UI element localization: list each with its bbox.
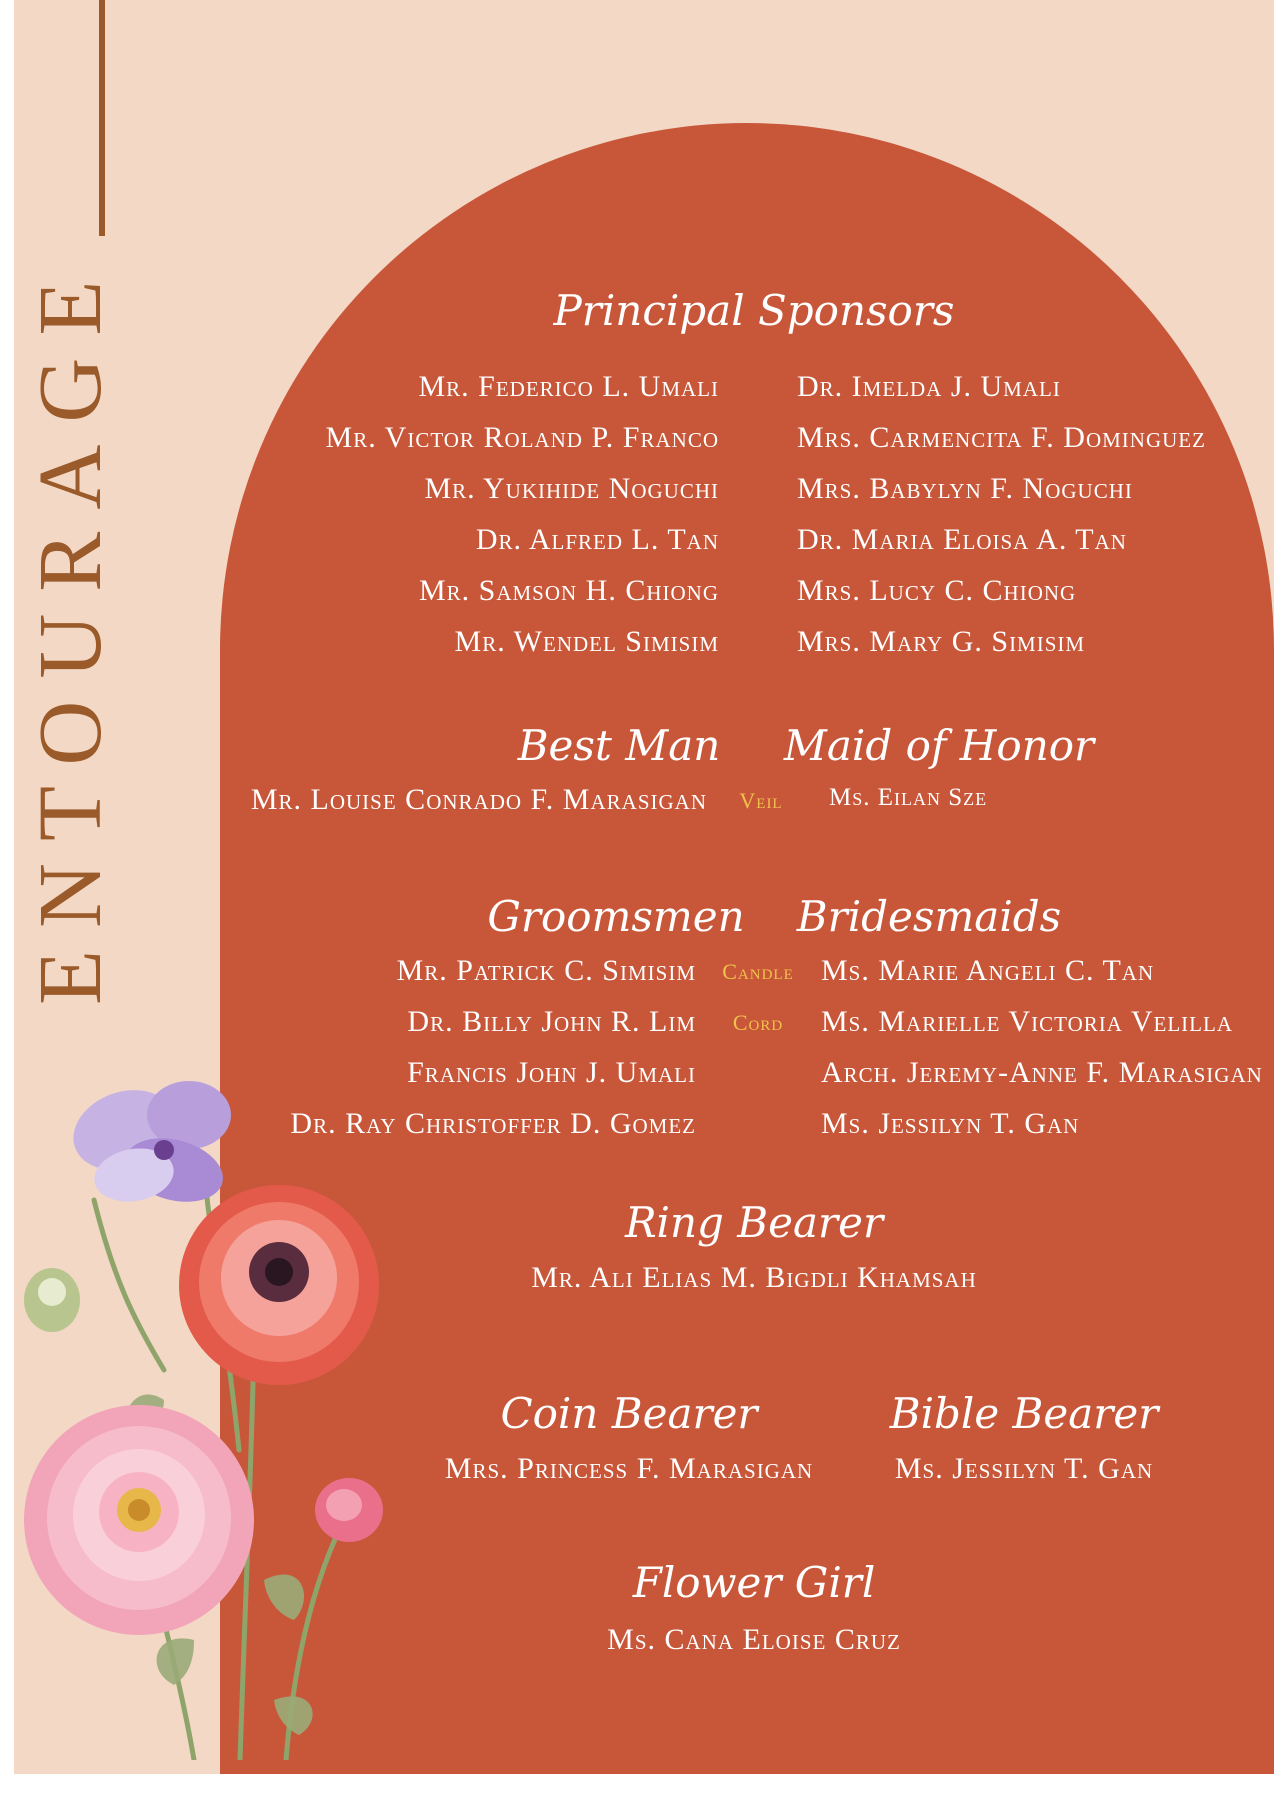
groomsman-3: Francis John J. Umali	[407, 1056, 696, 1089]
sponsor-left-5: Mr. Samson H. Chiong	[418, 574, 719, 607]
flower-girl-heading: Flower Girl	[632, 1558, 876, 1607]
sponsor-left-2: Mr. Victor Roland P. Franco	[325, 421, 719, 454]
maid-of-honor-heading: Maid of Honor	[783, 721, 1095, 770]
groomsman-2: Dr. Billy John R. Lim	[407, 1005, 696, 1038]
candle-label: Candle	[722, 959, 794, 984]
ring-bearer-name: Mr. Ali Elias M. Bigdli Khamsah	[531, 1261, 977, 1294]
invitation-page	[14, 0, 1274, 1774]
bridesmaid-2: Ms. Marielle Victoria Velilla	[821, 1005, 1233, 1038]
floral-decoration	[14, 1020, 414, 1760]
best-man-heading: Best Man	[517, 721, 721, 770]
bridesmaid-4: Ms. Jessilyn T. Gan	[821, 1107, 1080, 1140]
veil-label: Veil	[739, 788, 783, 813]
bridesmaid-3: Arch. Jeremy-Anne F. Marasigan	[821, 1056, 1263, 1089]
red-ranunculus-icon	[179, 1185, 379, 1385]
principal-sponsors-heading: Principal Sponsors	[553, 286, 955, 335]
sponsor-right-3: Mrs. Babylyn F. Noguchi	[797, 472, 1133, 505]
decorative-line	[99, 0, 105, 236]
bridesmaids-heading: Bridesmaids	[796, 892, 1062, 941]
maid-of-honor-name: Ms. Eilan Sze	[829, 784, 988, 811]
sponsor-right-2: Mrs. Carmencita F. Dominguez	[797, 421, 1206, 454]
groomsman-1: Mr. Patrick C. Simisim	[396, 954, 696, 987]
bible-bearer-heading: Bible Bearer	[889, 1389, 1159, 1438]
sponsor-right-5: Mrs. Lucy C. Chiong	[797, 574, 1077, 607]
best-man-name: Mr. Louise Conrado F. Marasigan	[250, 783, 707, 816]
sponsor-left-1: Mr. Federico L. Umali	[418, 370, 719, 403]
flower-girl-name: Ms. Cana Eloise Cruz	[607, 1623, 901, 1656]
sponsor-left-6: Mr. Wendel Simisim	[454, 625, 719, 658]
purple-flower-icon	[62, 1077, 231, 1212]
bible-bearer-name: Ms. Jessilyn T. Gan	[894, 1452, 1154, 1485]
groomsman-4: Dr. Ray Christoffer D. Gomez	[290, 1107, 696, 1140]
pink-ranunculus-icon	[24, 1405, 254, 1635]
sponsor-right-6: Mrs. Mary G. Simisim	[797, 625, 1086, 658]
coin-bearer-name: Mrs. Princess F. Marasigan	[444, 1452, 814, 1485]
sponsor-left-3: Mr. Yukihide Noguchi	[424, 472, 719, 505]
groomsmen-heading: Groomsmen	[487, 892, 745, 941]
bridesmaid-1: Ms. Marie Angeli C. Tan	[821, 954, 1155, 987]
coin-bearer-heading: Coin Bearer	[500, 1389, 758, 1438]
ring-bearer-heading: Ring Bearer	[624, 1198, 884, 1247]
sponsor-right-4: Dr. Maria Eloisa A. Tan	[797, 523, 1127, 556]
sponsor-left-4: Dr. Alfred L. Tan	[475, 523, 719, 556]
entourage-title: ENTOURAGE	[21, 258, 120, 1005]
cord-label: Cord	[732, 1010, 784, 1035]
sponsor-right-1: Dr. Imelda J. Umali	[797, 370, 1061, 403]
